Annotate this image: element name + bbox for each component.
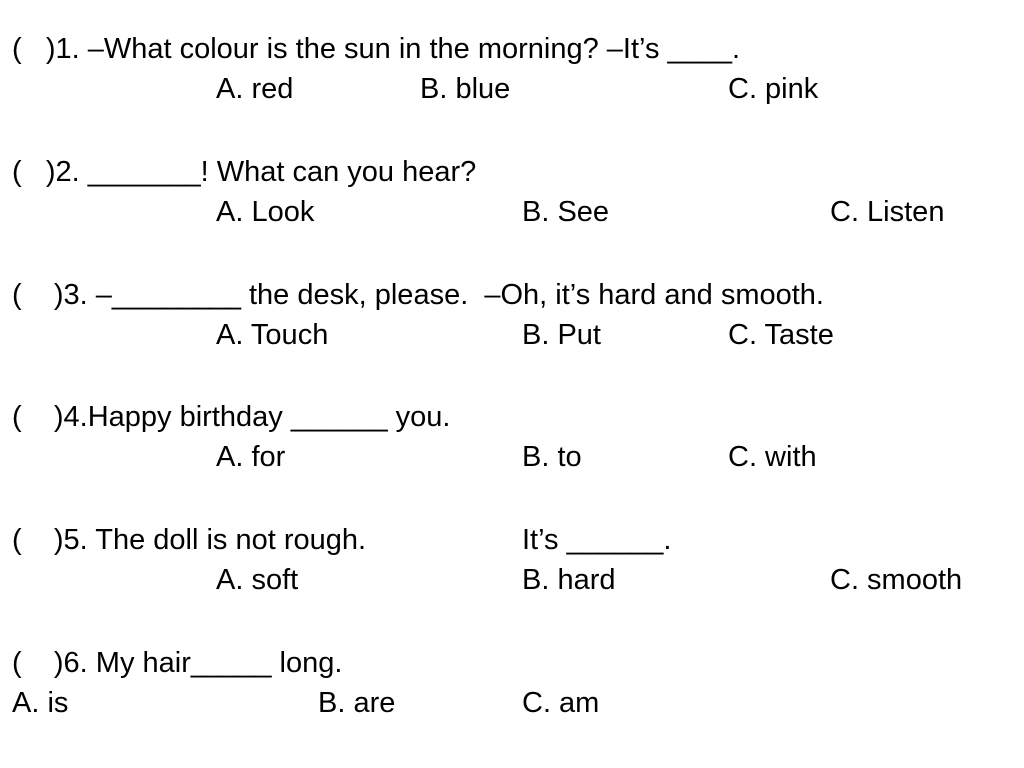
question-6-option-c: C. am [522,687,600,719]
question-5-stem: ( )5. The doll is not rough. [12,524,367,556]
question-2-stem: ( )2. _______! What can you hear? [12,156,477,188]
question-4-option-a: A. for [216,441,286,473]
question-4-option-c: C. with [728,441,817,473]
question-1-option-a: A. red [216,73,294,105]
question-6-stem: ( )6. My hair_____ long. [12,647,343,679]
question-1-option-c: C. pink [728,73,819,105]
question-5-option-a: A. soft [216,564,299,596]
question-6-option-a: A. is [12,687,69,719]
question-3-option-a: A. Touch [216,319,329,351]
question-5-option-b: B. hard [522,564,616,596]
question-3-stem: ( )3. –________ the desk, please. –Oh, it’s hard and smooth. [12,279,824,311]
question-5-option-c: C. smooth [830,564,963,596]
question-2-option-a: A. Look [216,196,315,228]
question-3-option-c: C. Taste [728,319,834,351]
question-2-option-b: B. See [522,196,610,228]
question-4-stem: ( )4.Happy birthday ______ you. [12,401,451,433]
question-4-option-b: B. to [522,441,582,473]
question-5-stem-blank: It’s ______. [522,524,672,556]
question-6-option-b: B. are [318,687,396,719]
question-2-option-c: C. Listen [830,196,945,228]
question-3-option-b: B. Put [522,319,601,351]
question-1-option-b: B. blue [420,73,511,105]
question-1-stem: ( )1. –What colour is the sun in the morning? –It’s ____. [12,33,741,65]
